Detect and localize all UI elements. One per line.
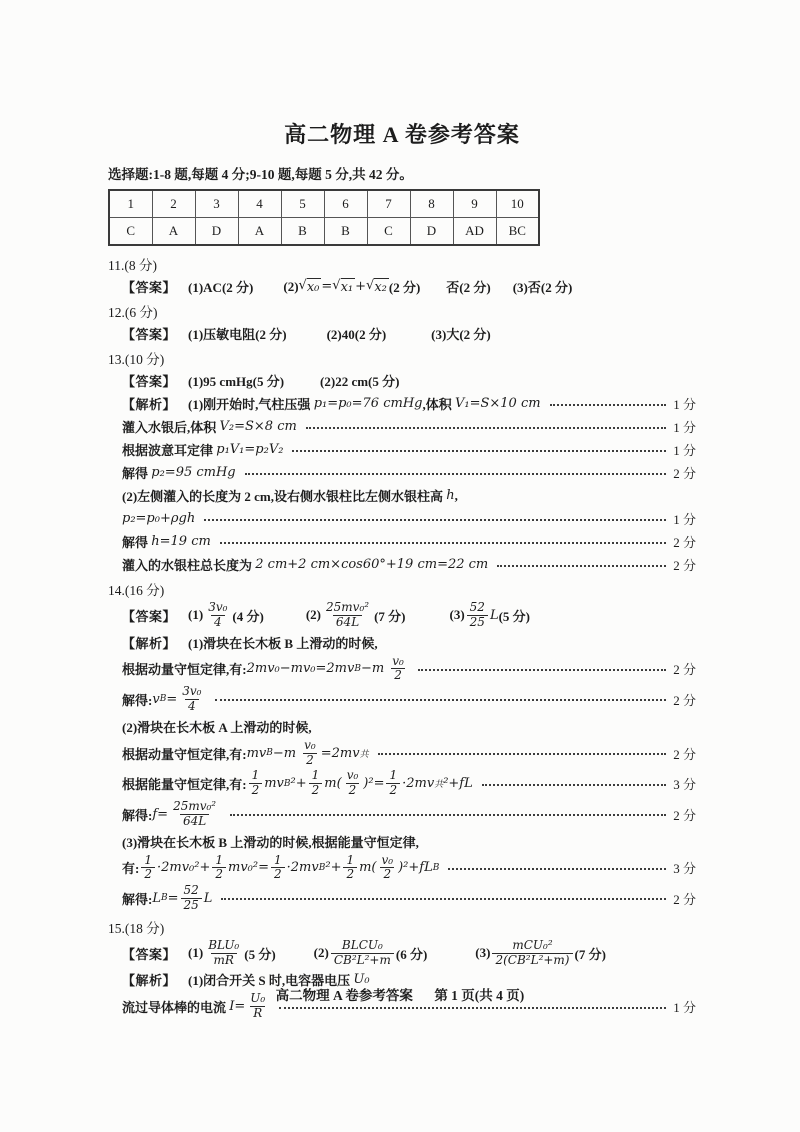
fraction-denominator: CB²L²+m <box>331 953 394 968</box>
fraction <box>205 601 230 630</box>
answer-table-cell: B <box>324 218 367 246</box>
footer-page-number: 第 1 页(共 4 页) <box>434 988 525 1003</box>
answer-line <box>108 393 696 414</box>
score-value: 2 分 <box>673 891 696 907</box>
text-run: , <box>454 487 458 503</box>
answer-line <box>108 276 696 297</box>
fraction-denominator: 4 <box>211 615 225 630</box>
fraction-numerator: 52 <box>183 883 199 898</box>
answer-table-cell: D <box>195 218 238 246</box>
solution-line <box>108 462 696 483</box>
math-text: f= <box>152 806 169 822</box>
subscript: B <box>432 862 440 873</box>
math-text: p₂=95 cmHg <box>151 465 236 480</box>
spacer <box>406 615 450 616</box>
text-run: 流过导体棒的电流 <box>122 1000 230 1016</box>
math-text: ·2mv <box>402 776 435 792</box>
fraction-denominator: mR <box>211 953 237 968</box>
fraction-numerator: 52 <box>469 600 485 614</box>
text-run: (4 分) <box>232 608 264 624</box>
text-run: (2) <box>283 278 299 294</box>
subscript: B <box>354 663 361 674</box>
math-text: h=19 cm <box>151 534 211 549</box>
choice-section-note: 选择题:1-8 题,每题 4 分;9-10 题,每题 5 分,共 42 分。 <box>108 167 413 182</box>
fraction-denominator: 64L <box>180 814 209 829</box>
math-text: + <box>355 279 367 294</box>
question-heading: 14.(16 分) <box>108 583 165 598</box>
answer-line <box>108 601 696 630</box>
question-number-row <box>109 190 539 218</box>
spacer <box>296 753 299 754</box>
fraction-numerator: v₀ <box>381 852 394 867</box>
text-run: 有: <box>122 861 140 877</box>
dotted-leader <box>215 697 666 701</box>
fraction-numerator: 25mv₀² <box>173 798 217 813</box>
score-value: 2 分 <box>673 746 696 762</box>
fraction-denominator: 2 <box>391 668 405 683</box>
subscript: 共 <box>359 749 369 760</box>
spacer <box>427 953 475 954</box>
line-label: 【答案】 <box>122 374 177 389</box>
answer-table-cell: 3 <box>195 190 238 218</box>
footer-title: 高二物理 A 卷参考答案 <box>275 988 413 1003</box>
math-text: p₁=p₀=76 cmHg <box>313 396 423 411</box>
fraction-numerator: 1 <box>346 852 355 867</box>
score-value: 2 分 <box>673 692 696 708</box>
answer-table-cell: A <box>152 218 195 246</box>
text-run: (7 分) <box>574 946 606 962</box>
fraction <box>205 939 242 968</box>
text-run: 解得: <box>122 692 153 708</box>
math-text: m( <box>324 776 342 792</box>
fraction-numerator: BLCU₀ <box>341 937 383 952</box>
fraction <box>492 939 572 968</box>
text-run: (3) <box>449 607 465 623</box>
text-run: (7 分) <box>374 608 406 624</box>
math-text: p₁V₁=p₂V₂ <box>216 442 284 457</box>
solution-line <box>108 716 696 737</box>
text-run: (2 分) <box>388 280 421 295</box>
fraction-denominator: R <box>250 1006 265 1021</box>
radicand: x₂ <box>374 280 387 295</box>
spacer <box>264 615 306 616</box>
text-run: (3)大(2 分) <box>431 327 491 342</box>
math-text: V₂=S×8 cm <box>219 419 297 434</box>
fraction <box>386 769 400 798</box>
fraction-numerator: 1 <box>251 768 260 783</box>
fraction-numerator: 1 <box>389 768 398 783</box>
fraction <box>181 884 202 913</box>
math-text: ·2mv₀²+ <box>156 860 211 876</box>
solution-line <box>108 739 696 768</box>
page-footer <box>0 984 800 1004</box>
page-title: 高二物理 A 卷参考答案 <box>284 122 520 147</box>
text-run: (5 分) <box>498 608 531 624</box>
fraction-denominator: 64L <box>333 615 362 630</box>
fraction-numerator: 25mv₀² <box>326 600 370 614</box>
spacer <box>276 953 314 954</box>
fraction-denominator: 2 <box>309 783 323 798</box>
radical-sign: √ <box>366 278 375 293</box>
text-run: 解得 <box>122 466 152 481</box>
line-label: 【解析】 <box>122 397 177 412</box>
math-text: 2 cm+2 cm×cos60°+19 cm=22 cm <box>255 557 489 572</box>
math-text: I= <box>229 999 246 1015</box>
line-label: 【答案】 <box>122 608 177 624</box>
square-root <box>332 278 355 295</box>
fraction-numerator: 1 <box>215 852 224 867</box>
score-value: 2 分 <box>673 807 696 823</box>
fraction <box>344 769 362 798</box>
fraction-denominator: 25 <box>181 898 202 913</box>
text-run: (1) <box>188 945 204 961</box>
answer-table-cell: 4 <box>238 190 281 218</box>
fraction-numerator: v₀ <box>346 768 359 783</box>
math-text: = <box>167 890 179 906</box>
spacer <box>386 333 431 334</box>
fraction-numerator: 1 <box>274 852 282 867</box>
score-value: 2 分 <box>673 535 696 550</box>
answer-table-cell: 8 <box>410 190 453 218</box>
sections <box>108 254 696 1021</box>
spacer <box>284 380 320 381</box>
square-root <box>366 278 389 295</box>
score-value: 2 分 <box>673 466 696 481</box>
dotted-leader <box>497 563 666 567</box>
answer-table-cell: 1 <box>109 190 152 218</box>
math-text: −m <box>360 661 385 677</box>
answer-table-cell: AD <box>453 218 496 246</box>
text-run: 解得 <box>122 535 152 550</box>
answer-line <box>108 632 696 653</box>
subscript: B <box>283 778 291 789</box>
math-text: p₂=p₀+ρgh <box>122 511 196 526</box>
fraction-numerator: 3v₀ <box>182 684 202 699</box>
text-run: (5 分) <box>244 946 276 962</box>
solution-line <box>108 439 696 460</box>
fraction <box>249 769 263 798</box>
text-run: 根据动量守恒定律,有: <box>122 662 247 678</box>
dotted-leader <box>220 540 666 544</box>
text-run: (1)闭合开关 S 时,电容器电压 <box>188 973 354 989</box>
question-heading: 13.(10 分) <box>108 352 165 367</box>
solution-line <box>108 508 696 529</box>
solution-line <box>108 531 696 552</box>
text-run: 解得: <box>122 891 153 907</box>
line-label: 【解析】 <box>122 635 177 651</box>
fraction-denominator: 2(CB²L²+m) <box>492 953 572 968</box>
solution-line <box>108 554 696 575</box>
dotted-leader <box>279 1005 666 1009</box>
score-value: 1 分 <box>673 420 696 435</box>
fraction <box>301 739 319 768</box>
math-text: L <box>152 890 161 906</box>
text-run: (3)滑块在长木板 B 上滑动的时候,根据能量守恒定律, <box>122 834 419 850</box>
line-label: 【答案】 <box>122 280 177 295</box>
fraction <box>212 854 226 883</box>
text-run: ,体积 <box>422 397 455 412</box>
answer-line <box>108 370 696 391</box>
text-run: (1)滑块在长木板 B 上滑动的时候, <box>188 635 378 651</box>
dotted-leader <box>292 448 666 452</box>
math-text: ²+ <box>290 776 307 792</box>
math-text: mv <box>246 745 267 761</box>
score-value: 2 分 <box>673 662 696 678</box>
fraction-denominator: 2 <box>343 867 357 882</box>
fraction-numerator: v₀ <box>304 737 316 752</box>
text-run: 根据能量守恒定律,有: <box>122 777 247 793</box>
solution-line <box>108 416 696 437</box>
answer-table-cell: B <box>281 218 324 246</box>
radicand: x₀ <box>306 280 320 295</box>
subscript: B <box>160 893 168 904</box>
dotted-leader <box>245 471 667 475</box>
math-text: U₀ <box>353 972 370 988</box>
spacer <box>253 286 283 287</box>
fraction-denominator: 2 <box>271 867 285 882</box>
math-text: m( <box>359 860 377 876</box>
radical-sign: √ <box>298 278 307 293</box>
dotted-leader <box>306 425 666 429</box>
question-section <box>108 917 696 1021</box>
score-value: 2 分 <box>673 558 696 573</box>
solution-line <box>108 831 696 852</box>
dotted-leader <box>221 896 666 900</box>
score-value: 1 分 <box>673 397 696 412</box>
text-run: 根据动量守恒定律,有: <box>122 746 247 762</box>
subscript: B <box>318 862 326 873</box>
text-run: (3) <box>475 945 491 961</box>
fraction-denominator: 2 <box>386 783 400 798</box>
math-text: −m <box>272 745 297 761</box>
fraction-denominator: 2 <box>303 753 317 768</box>
score-value: 1 分 <box>673 1000 696 1016</box>
radicand: x₁ <box>340 280 354 295</box>
subscript: B <box>159 694 167 705</box>
answer-table-cell: 10 <box>496 190 539 218</box>
spacer <box>420 286 446 287</box>
fraction-denominator: 4 <box>185 699 199 714</box>
spacer <box>384 668 387 669</box>
subscript: B <box>266 748 273 759</box>
answer-table <box>108 189 540 246</box>
dotted-leader <box>550 402 667 406</box>
text-run: (2) <box>305 607 322 623</box>
question-heading: 12.(6 分) <box>108 305 158 320</box>
fraction <box>170 800 219 829</box>
fraction <box>271 854 285 883</box>
fraction-numerator: 1 <box>144 852 152 867</box>
solution-line <box>108 800 696 829</box>
answer-table-cell: 5 <box>281 190 324 218</box>
math-text: =2mv <box>320 745 360 761</box>
fraction <box>467 601 488 630</box>
text-run: 灌入水银后,体积 <box>122 420 220 435</box>
math-text: L <box>203 890 213 906</box>
question-section <box>108 301 696 344</box>
text-run: (3)否(2 分) <box>512 280 573 295</box>
text-run: (1)95 cmHg(5 分) <box>188 374 285 389</box>
text-run: (6 分) <box>395 946 428 962</box>
solution-line <box>108 854 696 883</box>
score-value: 1 分 <box>673 443 696 458</box>
spacer <box>491 286 513 287</box>
text-run: 解得: <box>122 807 153 823</box>
fraction <box>309 769 323 798</box>
answer-table-cell: D <box>410 218 453 246</box>
fraction <box>331 939 394 968</box>
text-run: (2) <box>313 945 329 961</box>
text-run: 根据波意耳定律 <box>122 443 217 458</box>
solution-line <box>108 655 696 684</box>
question-heading: 11.(8 分) <box>108 258 157 273</box>
text-run: (1)刚开始时,气柱压强 <box>188 397 314 412</box>
subscript: 共 <box>434 780 444 791</box>
square-root <box>299 278 322 295</box>
text-run: 灌入的水银柱总长度为 <box>122 558 256 573</box>
math-text: 2mv₀−mv₀=2mv <box>246 661 355 677</box>
dotted-leader <box>418 667 666 671</box>
math-text: v <box>152 691 160 707</box>
fraction <box>323 601 372 630</box>
solution-line <box>108 485 696 506</box>
question-section <box>108 254 696 297</box>
math-text: )²= <box>363 776 385 792</box>
math-text: = <box>321 279 333 294</box>
text-run: (2)左侧灌入的长度为 2 cm,设右侧水银柱比左侧水银柱高 <box>122 489 447 504</box>
solution-line <box>108 884 696 913</box>
answer-line <box>108 323 696 344</box>
dotted-leader <box>204 517 666 521</box>
text-run: (2)滑块在长木板 A 上滑动的时候, <box>122 719 312 735</box>
line-label: 【答案】 <box>122 327 177 342</box>
line-label: 【解析】 <box>122 973 177 989</box>
fraction-numerator: 3v₀ <box>208 600 228 614</box>
score-value: 1 分 <box>673 512 696 527</box>
math-text: V₁=S×10 cm <box>455 396 541 411</box>
answer-line <box>108 939 696 968</box>
fraction-numerator: v₀ <box>392 653 404 668</box>
fraction-denominator: 2 <box>249 783 263 798</box>
question-heading: 15.(18 分) <box>108 920 165 936</box>
fraction <box>379 854 397 883</box>
math-text: L <box>489 607 499 623</box>
answer-table-cell: 6 <box>324 190 367 218</box>
math-text: ·2mv <box>286 860 319 876</box>
question-section <box>108 579 696 913</box>
fraction-numerator: 1 <box>311 768 320 783</box>
text-run: 否(2 分) <box>446 280 491 295</box>
dotted-leader <box>448 866 666 870</box>
line-label: 【答案】 <box>122 946 177 962</box>
text-run: (2)40(2 分) <box>326 327 387 342</box>
solution-line <box>108 769 696 798</box>
spacer <box>287 333 327 334</box>
text-run: (1)AC(2 分) <box>188 280 254 295</box>
fraction-numerator: BLU₀ <box>208 937 240 952</box>
fraction <box>141 854 155 883</box>
answer-table-cell: A <box>238 218 281 246</box>
answer-row <box>109 218 539 246</box>
math-text: mv₀²= <box>228 860 270 876</box>
fraction-denominator: 2 <box>141 867 155 882</box>
answer-table-cell: 2 <box>152 190 195 218</box>
math-text: ²+fL <box>443 776 473 792</box>
fraction-denominator: 2 <box>346 783 360 798</box>
answer-table-cell: C <box>367 218 410 246</box>
fraction-denominator: 2 <box>380 867 394 882</box>
answer-table-cell: C <box>109 218 152 246</box>
dotted-leader <box>230 812 666 816</box>
math-text: h <box>446 488 455 503</box>
answer-table-cell: BC <box>496 218 539 246</box>
fraction-numerator: U₀ <box>250 991 266 1006</box>
fraction <box>389 655 407 684</box>
text-run: (1) <box>188 607 204 623</box>
fraction-denominator: 2 <box>212 867 226 882</box>
math-text: mv <box>264 776 284 792</box>
fraction-numerator: mCU₀² <box>512 937 553 952</box>
radical-sign: √ <box>332 278 341 293</box>
fraction <box>343 854 357 883</box>
score-value: 3 分 <box>673 777 696 793</box>
answer-table-body <box>109 190 539 245</box>
text-run: (2)22 cm(5 分) <box>320 374 400 389</box>
score-value: 3 分 <box>673 861 696 877</box>
math-text: )²+fL <box>398 860 433 876</box>
math-text: = <box>166 691 178 707</box>
answer-table-cell: 7 <box>367 190 410 218</box>
answer-table-cell: 9 <box>453 190 496 218</box>
text-run: (1)压敏电阻(2 分) <box>188 327 287 342</box>
dotted-leader <box>378 751 667 755</box>
dotted-leader <box>482 782 666 786</box>
fraction-denominator: 25 <box>467 615 488 630</box>
solution-line <box>108 685 696 714</box>
math-text: ²+ <box>325 860 342 876</box>
fraction <box>179 685 204 714</box>
question-section <box>108 348 696 575</box>
